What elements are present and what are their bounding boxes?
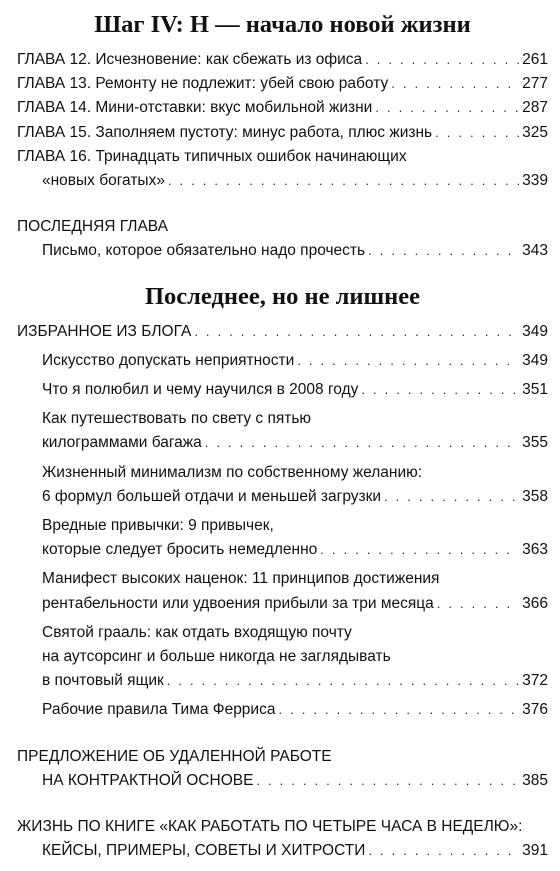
toc-entry-page: 343 bbox=[522, 242, 548, 260]
toc-entry-title-line2: КЕЙСЫ, ПРИМЕРЫ, СОВЕТЫ И ХИТРОСТИ bbox=[42, 842, 366, 860]
toc-entry-title: ПОСЛЕДНЯЯ ГЛАВА bbox=[17, 218, 168, 236]
toc-entry-title-line2: на аутсорсинг и больше никогда не заглядывать bbox=[42, 648, 391, 666]
toc-entry-blog[interactable] bbox=[17, 320, 548, 344]
toc-entry-blog-post-2[interactable] bbox=[17, 378, 548, 402]
leader-dots bbox=[435, 121, 519, 145]
toc-entry-page: 351 bbox=[522, 381, 548, 399]
part4-chapter-list bbox=[17, 48, 548, 264]
toc-entry-page: 325 bbox=[522, 123, 548, 141]
toc-entry-page: 277 bbox=[522, 75, 548, 93]
toc-entry-title: Искусство допускать неприятности bbox=[42, 351, 295, 369]
extras-list bbox=[17, 320, 548, 864]
toc-entry-blog-post-8[interactable] bbox=[17, 698, 548, 722]
leader-dots bbox=[278, 698, 519, 722]
leader-dots bbox=[194, 320, 519, 344]
leader-dots bbox=[368, 839, 519, 863]
toc-entry-last-chapter[interactable] bbox=[17, 215, 548, 263]
toc-entry-title: Рабочие правила Тима Ферриса bbox=[42, 701, 276, 719]
toc-entry-title: ИЗБРАННОЕ ИЗ БЛОГА bbox=[17, 322, 192, 340]
toc-entry-blog-post-6[interactable] bbox=[17, 567, 548, 615]
toc-entry-title-line1: Как путешествовать по свету с пятью bbox=[42, 410, 312, 428]
toc-entry-title: ГЛАВА 14. Мини-отставки: вкус мобильной жизни bbox=[17, 99, 373, 117]
toc-entry-title-line1: Манифест высоких наценок: 11 принципов достижения bbox=[42, 570, 440, 588]
toc-entry-title: ГЛАВА 13. Ремонту не подлежит: убей свою работу bbox=[17, 75, 389, 93]
leader-dots bbox=[320, 538, 519, 562]
toc-entry-chapter-12[interactable] bbox=[17, 48, 548, 72]
part-heading: Последнее, но не лишнее bbox=[144, 282, 420, 310]
toc-entry-title-line2: НА КОНТРАКТНОЙ ОСНОВЕ bbox=[42, 771, 254, 789]
toc-entry-title-line2: «новых богатых» bbox=[42, 172, 165, 190]
toc-entry-chapter-13[interactable] bbox=[17, 72, 548, 96]
leader-dots bbox=[256, 769, 519, 793]
toc-entry-chapter-14[interactable] bbox=[17, 96, 548, 120]
toc-entry-page: 261 bbox=[522, 51, 548, 68]
toc-entry-title: Что я полюбил и чему научился в 2008 году bbox=[42, 381, 359, 399]
toc-entry-page: 366 bbox=[522, 594, 548, 612]
toc-entry-page: 339 bbox=[522, 172, 548, 190]
toc-entry-subtitle: Письмо, которое обязательно надо прочесть bbox=[42, 242, 366, 260]
toc-entry-blog-post-5[interactable] bbox=[17, 514, 548, 562]
leader-dots bbox=[375, 96, 519, 120]
leader-dots bbox=[391, 72, 519, 96]
toc-entry-page: 376 bbox=[522, 701, 548, 719]
toc-entry-blog-post-4[interactable] bbox=[17, 461, 548, 509]
toc-entry-chapter-15[interactable] bbox=[17, 121, 548, 145]
leader-dots bbox=[361, 378, 519, 402]
leader-dots bbox=[168, 169, 519, 193]
toc-entry-title-line1: ЖИЗНЬ ПО КНИГЕ «КАК РАБОТАТЬ ПО ЧЕТЫРЕ ЧАСА В НЕДЕЛЮ»: bbox=[17, 818, 523, 836]
toc-entry-title-line1: Святой грааль: как отдать входящую почту bbox=[42, 623, 352, 641]
toc-entry-remote-work[interactable] bbox=[17, 745, 548, 793]
toc-entry-page: 358 bbox=[522, 487, 548, 505]
toc-entry-title: ГЛАВА 12. Исчезновение: как сбежать из офиса bbox=[17, 51, 363, 68]
toc-entry-title-line3: в почтовый ящик bbox=[42, 672, 164, 690]
toc-entry-page: 287 bbox=[522, 99, 548, 117]
leader-dots bbox=[368, 239, 519, 263]
toc-entry-title-line2: рентабельности или удвоения прибыли за три месяца bbox=[42, 594, 434, 612]
toc-entry-page: 349 bbox=[522, 322, 548, 340]
toc-entry-blog-post-3[interactable] bbox=[17, 407, 548, 455]
leader-dots bbox=[205, 431, 519, 455]
part-heading: Шаг IV: Н — начало новой жизни bbox=[94, 11, 471, 38]
toc-entry-title-line2: которые следует бросить немедленно bbox=[42, 541, 318, 559]
leader-dots bbox=[167, 669, 519, 693]
toc-entry-page: 349 bbox=[522, 351, 548, 369]
toc-entry-title-line1: ПРЕДЛОЖЕНИЕ ОБ УДАЛЕННОЙ РАБОТЕ bbox=[17, 747, 332, 765]
toc-entry-life-by-book[interactable] bbox=[17, 815, 548, 863]
leader-dots bbox=[297, 349, 519, 373]
toc-entry-blog-post-1[interactable] bbox=[17, 349, 548, 373]
toc-entry-page: 363 bbox=[522, 541, 548, 559]
toc-entry-title-line1: Жизненный минимализм по собственному желанию: bbox=[42, 463, 423, 481]
leader-dots bbox=[365, 48, 519, 72]
toc-entry-page: 372 bbox=[522, 672, 548, 690]
toc-entry-title-line1: ГЛАВА 16. Тринадцать типичных ошибок начинающих bbox=[17, 147, 407, 165]
toc-entry-blog-post-7[interactable] bbox=[17, 621, 548, 694]
toc-entry-title-line2: килограммами багажа bbox=[42, 434, 202, 452]
toc-entry-title: ГЛАВА 15. Заполняем пустоту: минус работа, плюс жизнь bbox=[17, 123, 433, 141]
leader-dots bbox=[384, 485, 519, 509]
toc-entry-page: 385 bbox=[522, 771, 548, 789]
toc-entry-page: 391 bbox=[522, 842, 548, 860]
toc-entry-chapter-16[interactable] bbox=[17, 145, 548, 193]
toc-entry-title-line1: Вредные привычки: 9 привычек, bbox=[42, 517, 274, 535]
toc-entry-title-line2: 6 формул большей отдачи и меньшей загрузки bbox=[42, 487, 382, 505]
leader-dots bbox=[437, 592, 519, 616]
toc-entry-page: 355 bbox=[522, 434, 548, 452]
